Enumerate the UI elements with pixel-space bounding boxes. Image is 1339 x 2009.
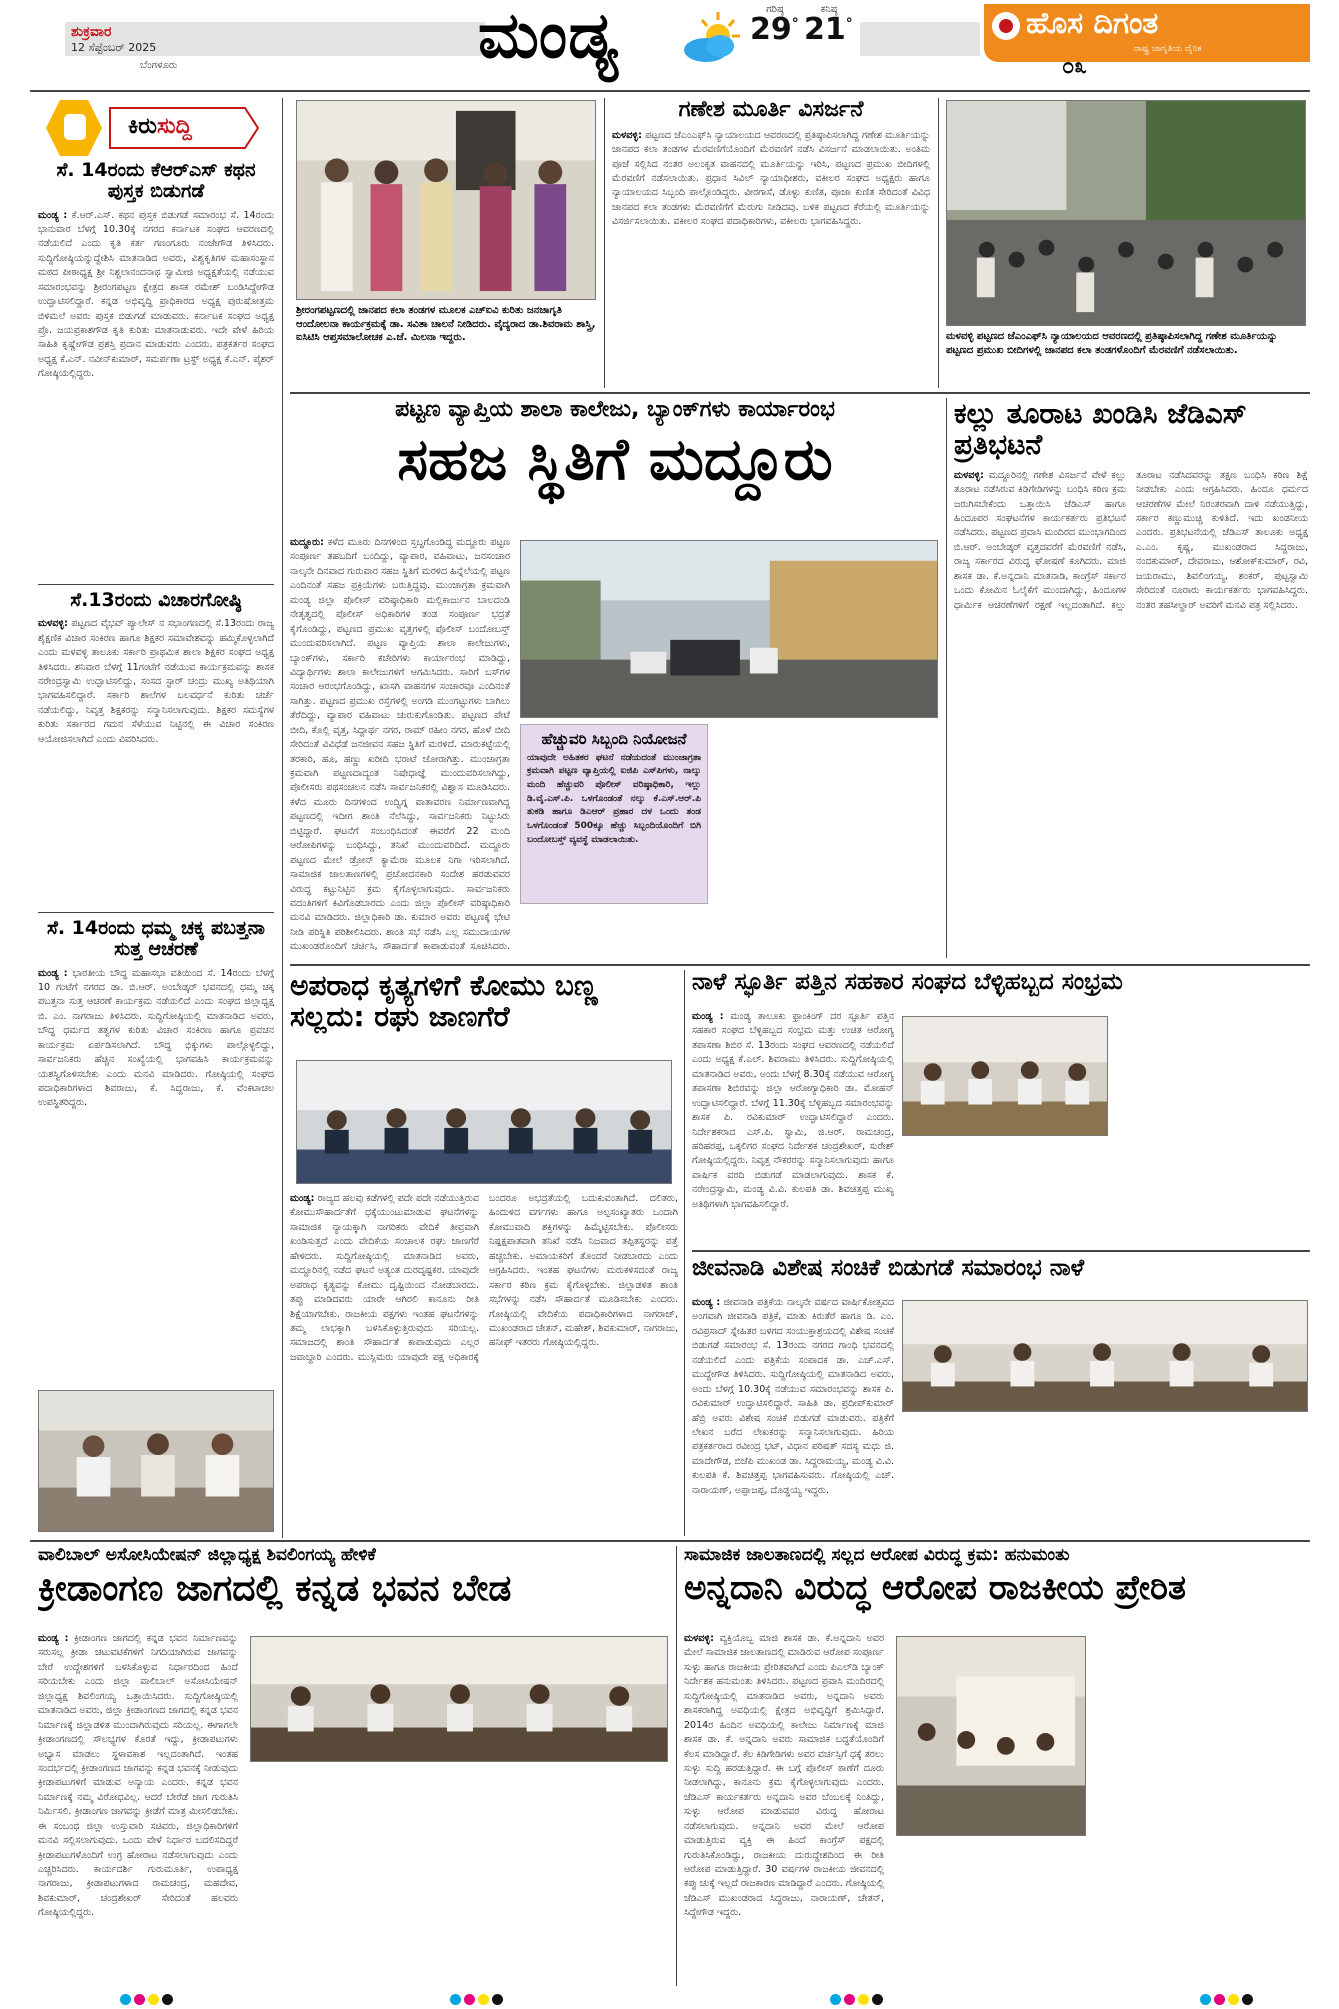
crime-dateline: ಮಂಡ್ಯ: (290, 1193, 315, 1204)
sphoorthi-dateline: ಮಂಡ್ಯ : (692, 1011, 724, 1022)
stone-dateline: ಮಳವಳ್ಳಿ: (954, 469, 984, 481)
paper-name: ಹೊಸ ದಿಗಂತ (1026, 6, 1159, 41)
crime-photo (296, 1060, 672, 1184)
masthead-band (860, 22, 980, 56)
top-photo-1-caption: ಶ್ರೀರಂಗಪಟ್ಟಣದಲ್ಲಿ ಜಾನಪದ ಕಲಾ ತಂಡಗಳ ಮೂಲಕ ಎಚ್‌ಐವಿ ಕುರಿತು ಜನಜಾಗೃತಿ ಆಂದೋಲನಾ ಕಾರ್ಯಕ್ರಮಕ್ಕೆ ಡಾ. ಸವಿತಾ ಚಾಲನೆ ನೀಡಿದರು. ವೈದ್ಯರಾದ ಡಾ.ಶಿವರಾಮ ಶಾಸ್ತ್ರಿ, ಐಸಿಟಿಸಿ ಆಪ್ತಸಮಾಲೋಚಕ ಎ.ಜೆ. ಮಿಲನಾ ಇದ್ದರು. (296, 305, 596, 343)
masthead-date: 12 ಸೆಪ್ಟೆಂಬರ್ 2025 (71, 41, 157, 54)
ganesha-body: ಪಟ್ಟಣದ ಜೆಎಂಎಫ್‌ಸಿ ನ್ಯಾಯಾಲಯದ ಆವರಣದಲ್ಲಿ ಪ್ರತಿಷ್ಠಾಪಿಸಲಾಗಿದ್ದ ಗಣೇಶ ಮೂರ್ತಿಯನ್ನು ಜಾನಪದ ಕಲಾ ತಂಡಗಳ ಮೆರವಣಿಗೆಯೊಂದಿಗೆ ಮೆರವಣಿಗೆ ನಡೆಸಿ ವಿಸರ್ಜನೆ ಮಾಡಲಾಯಿತು. ಅಂತಿಮ ಪೂಜೆ ಸಲ್ಲಿಸಿದ ನಂತರ ಅಲಂಕೃತ ವಾಹನದಲ್ಲಿ ಮೂರ್ತಿಯನ್ನು ಇರಿಸಿ, ಪಟ್ಟಣದ ಪ್ರಮುಖ ಬೀದಿಗಳಲ್ಲಿ ಮೆರವಣಿಗೆ ನಡೆಸಲಾಯಿತು. ಪ್ರಧಾನ ಸಿವಿಲ್ ನ್ಯಾಯಾಧೀಶರು, ವಕೀಲರ ಸಂಘದ ಅಧ್ಯಕ್ಷರು ಹಾಗೂ ನ್ಯಾಯಾಲಯದ ಸಿಬ್ಬಂದಿ ಪಾಲ್ಗೊಂಡಿದ್ದರು. ವೀರಗಾಸೆ, ಡೊಳ್ಳು ಕುಣಿತ, ಪೂಜಾ ಕುಣಿತ ಸೇರಿದಂತೆ ವಿವಿಧ ಜಾನಪದ ಕಲಾ ತಂಡಗಳು ಮೆರವಣಿಗೆಗೆ ಮೆರುಗು ನೀಡಿದವು. ಬಳಿಕ ಪಟ್ಟಣದ ಕೆರೆಯಲ್ಲಿ ಮೂರ್ತಿಯನ್ನು ವಿಸರ್ಜಿಸಲಾಯಿತು. ವಕೀಲರ ಸಂಘದ ಪದಾಧಿಕಾರಿಗಳು, ವಕೀಲರು ಭಾಗವಹಿಸಿದ್ದರು. (612, 129, 930, 228)
ganesha-dateline: ಮಳವಳ್ಳಿ: (612, 129, 642, 141)
top-photo-2 (946, 100, 1306, 326)
print-marks-1 (120, 1994, 173, 2005)
kirusuddi-icon (64, 114, 86, 140)
masthead (0, 0, 1339, 92)
date-box (65, 22, 485, 56)
annadani-body: ವ್ಯಕ್ತಿಯೊಬ್ಬ ಮಾಜಿ ಶಾಸಕ ಡಾ. ಕೆ.ಅನ್ನದಾನಿ ಅವರ ಮೇಲೆ ಸಾಮಾಜಿಕ ಜಾಲತಾಣದಲ್ಲಿ ಮಾಡಿರುವ ಆರೋಪ ಸಂಪೂರ್ಣ ಸುಳ್ಳು ಹಾಗೂ ರಾಜಕೀಯ ಪ್ರೇರಿತವಾಗಿದೆ ಎಂದು ಪಿಎಲ್‌ಡಿ ಬ್ಯಾಂಕ್ ನಿರ್ದೇಶಕ ಹನುಮಂತು ತಿಳಿಸಿದರು. ಪಟ್ಟಣದ ಪ್ರವಾಸಿ ಮಂದಿರದಲ್ಲಿ ಸುದ್ದಿಗೋಷ್ಠಿಯಲ್ಲಿ ಮಾತನಾಡಿದ ಅವರು, ಅನ್ನದಾನಿ ಅವರು ಶಾಸಕರಾಗಿದ್ದ ಅವಧಿಯಲ್ಲಿ ಕ್ಷೇತ್ರದ ಅಭಿವೃದ್ಧಿಗೆ ಶ್ರಮಿಸಿದ್ದಾರೆ. 2014ರ ಹಿಂದಿನ ಅವಧಿಯಲ್ಲಿ ಕಾಲೇಜು ನಿರ್ಮಾಣಕ್ಕೆ ಮಾಜಿ ಶಾಸಕ ಡಾ. ಕೆ. ಅನ್ನದಾನಿ ಅವರು ಸಾಮಾಜಿಕ ಬದ್ಧತೆಯೊಂದಿಗೆ ಕೆಲಸ ಮಾಡಿದ್ದಾರೆ. ಕೆಲ ಕಿಡಿಗೇಡಿಗಳು ಅವರ ವರ್ಚಸ್ಸಿಗೆ ಧಕ್ಕೆ ತರಲು ಸುಳ್ಳು ಸುದ್ದಿ ಹರಡುತ್ತಿದ್ದಾರೆ. ಈ ಬಗ್ಗೆ ಪೊಲೀಸ್ ಠಾಣೆಗೆ ದೂರು ನೀಡಲಾಗಿದ್ದು, ಕಾನೂನು ಕ್ರಮ ಕೈಗೊಳ್ಳಲಾಗುವುದು ಎಂದರು. ಜೆಡಿಎಸ್ ಕಾರ್ಯಕರ್ತರು ಅನ್ನದಾನಿ ಅವರ ಬೆಂಬಲಕ್ಕೆ ನಿಂತಿದ್ದು, ಸುಳ್ಳು ಆರೋಪ ಮಾಡುವವರ ವಿರುದ್ಧ ಹೋರಾಟ ನಡೆಸಲಾಗುವುದು. ಅನ್ನದಾನಿ ಅವರ ಮೇಲೆ ಆರೋಪ ಮಾಡುತ್ತಿರುವ ವ್ಯಕ್ತಿ ಈ ಹಿಂದೆ ಕಾಂಗ್ರೆಸ್ ಪಕ್ಷದಲ್ಲಿ ಗುರುತಿಸಿಕೊಂಡಿದ್ದು, ರಾಜಕೀಯ ದುರುದ್ದೇಶದಿಂದ ಈ ರೀತಿ ಆರೋಪ ಮಾಡುತ್ತಿದ್ದಾರೆ. 30 ವರ್ಷಗಳ ರಾಜಕೀಯ ಜೀವನದಲ್ಲಿ ಕಪ್ಪು ಚುಕ್ಕೆ ಇಲ್ಲದೆ ರಾಜಕಾರಣ ಮಾಡಿದ್ದಾರೆ ಎಂದರು. ಗೋಷ್ಠಿಯಲ್ಲಿ ಜೆಡಿಎಸ್ ಮುಖಂಡರಾದ ಸಿದ್ದರಾಜು, ನಾರಾಯಣ್, ಚೇತನ್, ಸಿದ್ದೇಗೌಡ ಇದ್ದರು. (684, 1633, 884, 1919)
annadani-photo (896, 1636, 1086, 1836)
left-story-2 (38, 590, 274, 906)
weather-min-value: 21 (804, 12, 846, 47)
sphoorthi-story (692, 970, 1310, 1246)
left-story-3-title: ಸೆ. 14ರಂದು ಧಮ್ಮ ಚಕ್ಕ ಪಬತ್ತನಾ ಸುತ್ತ ಆಚರಣೆ (46, 918, 265, 961)
page-title: ಮಂಡ್ಯ (478, 0, 619, 73)
lead-title: ಸಹಜ ಸ್ಥಿತಿಗೆ ಮದ್ದೂರು (397, 424, 833, 493)
kirusuddi-label-a: ಕಿರು (128, 114, 157, 139)
stone-story (954, 398, 1308, 958)
top-photo-1 (296, 100, 596, 300)
kirusuddi-label-b: ಸುದ್ದಿ (156, 114, 192, 139)
crime-story (290, 970, 678, 1536)
magenta-dot (134, 1994, 145, 2005)
lead-dateline: ಮದ್ದೂರು: (290, 537, 324, 548)
sphoorthi-photo (902, 1016, 1108, 1136)
left-story-3-dateline: ಮಂಡ್ಯ : (38, 967, 68, 979)
black-dot (162, 1994, 173, 2005)
lead-body: ಕಳೆದ ಮೂರು ದಿನಗಳಿಂದ ಸ್ತಬ್ಧಗೊಂಡಿದ್ದ ಮದ್ದೂರು ಪಟ್ಟಣ ಸಂಪೂರ್ಣ ತಹಬದಿಗೆ ಬಂದಿದ್ದು, ವ್ಯಾಪಾರ, ವಹಿವಾಟು, ಜನಸಂಚಾರ ನಾಲ್ಕನೇ ದಿನವಾದ ಗುರುವಾರ ಸಹಜ ಸ್ಥಿತಿಗೆ ಮರಳಿದ ಹಿನ್ನೆಲೆಯಲ್ಲಿ ಪಟ್ಟಣ ಎಂದಿನಂತೆ ಸಹಜ ಪ್ರಕ್ರಿಯೆಗಳು ಬರುತ್ತಿದ್ದವು. ಮುಂಜಾಗ್ರತಾ ಕ್ರಮವಾಗಿ ಮಂಡ್ಯ ಜಿಲ್ಲಾ ಪೊಲೀಸ್ ವರಿಷ್ಠಾಧಿಕಾರಿ ಮಲ್ಲಿಕಾರ್ಜುನ ಬಾಲದಂಡಿ ನೇತೃತ್ವದಲ್ಲಿ ಪೊಲೀಸ್ ಅಧಿಕಾರಿಗಳ ತಂಡ ಸಂಪೂರ್ಣ ಭದ್ರತೆ ಕೈಗೊಂಡಿದ್ದು, ಪಟ್ಟಣದ ಪ್ರಮುಖ ವೃತ್ತಗಳಲ್ಲಿ ಪೊಲೀಸ್ ಬಂದೋಬಸ್ತ್ ಮುಂದುವರಿಸಲಾಗಿದೆ. ಪಟ್ಟಣ ವ್ಯಾಪ್ತಿಯ ಶಾಲಾ ಕಾಲೇಜುಗಳು, ಬ್ಯಾಂಕ್‌ಗಳು, ಸರ್ಕಾರಿ ಕಚೇರಿಗಳು ಕಾರ್ಯಾರಂಭ ಮಾಡಿದ್ದು, ವಿದ್ಯಾರ್ಥಿಗಳು ಶಾಲಾ ಕಾಲೇಜುಗಳಿಗೆ ಆಗಮಿಸಿದರು. ಸಾರಿಗೆ ಬಸ್‌ಗಳ ಸಂಚಾರ ಆರಂಭಗೊಂಡಿದ್ದು, ಖಾಸಗಿ ವಾಹನಗಳ ಸಂಚಾರವೂ ಎಂದಿನಂತೆ ಸಾಗಿತ್ತು. ಪಟ್ಟಣದ ಪ್ರಮುಖ ರಸ್ತೆಗಳಲ್ಲಿ ಅಂಗಡಿ ಮುಂಗಟ್ಟುಗಳು ಬಾಗಿಲು ತೆರೆದಿದ್ದು, ವ್ಯಾಪಾರ ವಹಿವಾಟು ಚುರುಕುಗೊಂಡಿತು. ಪಟ್ಟಣದ ಪೇಟೆ ಬೀದಿ, ಕೊಲ್ಲಿ ವೃತ್ತ, ಸಿದ್ದಾರ್ಥ ನಗರ, ರಾಮ್ ರಹೀಂ ನಗರ, ಹೊಳೆ ಬೀದಿ ಸೇರಿದಂತೆ ವಿವಿಧೆಡೆ ಜನಜೀವನ ಸಹಜ ಸ್ಥಿತಿಗೆ ಮರಳಿದೆ. ಮಾರುಕಟ್ಟೆಯಲ್ಲಿ ತರಕಾರಿ, ಹೂ, ಹಣ್ಣು ಖರೀದಿ ಭರಾಟೆ ಜೋರಾಗಿತ್ತು. ಮುಂಜಾಗ್ರತಾ ಕ್ರಮವಾಗಿ ಪಟ್ಟಣದಾದ್ಯಂತ ನಿಷೇಧಾಜ್ಞೆ ಮುಂದುವರಿಸಲಾಗಿದ್ದು, ಪೊಲೀಸರು ಪಥಸಂಚಲನ ನಡೆಸಿ ಸಾರ್ವಜನಿಕರಲ್ಲಿ ವಿಶ್ವಾಸ ಮೂಡಿಸಿದರು. ಕಳೆದ ಮೂರು ದಿನಗಳಿಂದ ಉದ್ವಿಗ್ನ ವಾತಾವರಣ ನಿರ್ಮಾಣವಾಗಿದ್ದ ಪಟ್ಟಣದಲ್ಲಿ ಇದೀಗ ಶಾಂತಿ ನೆಲೆಸಿದ್ದು, ಸಾರ್ವಜನಿಕರು ನಿಟ್ಟುಸಿರು ಬಿಟ್ಟಿದ್ದಾರೆ. ಘಟನೆಗೆ ಸಂಬಂಧಿಸಿದಂತೆ ಈವರೆಗೆ 22 ಮಂದಿ ಆರೋಪಿಗಳನ್ನು ಬಂಧಿಸಿದ್ದು, ತನಿಖೆ ಮುಂದುವರಿದಿದೆ. ಮದ್ದೂರು ಪಟ್ಟಣದ ಮೇಲೆ ಡ್ರೋನ್ ಕ್ಯಾಮೆರಾ ಮೂಲಕ ನಿಗಾ ಇರಿಸಲಾಗಿದೆ. ಸಾಮಾಜಿಕ ಜಾಲತಾಣಗಳಲ್ಲಿ ಪ್ರಚೋದನಕಾರಿ ಸಂದೇಶ ಹರಡುವವರ ವಿರುದ್ಧ ಕಟ್ಟುನಿಟ್ಟಿನ ಕ್ರಮ ಕೈಗೊಳ್ಳಲಾಗುವುದು. ಸಾರ್ವಜನಿಕರು ವದಂತಿಗಳಿಗೆ ಕಿವಿಗೊಡಬಾರದು ಎಂದು ಜಿಲ್ಲಾ ಪೊಲೀಸ್ ವರಿಷ್ಠಾಧಿಕಾರಿ ಮನವಿ ಮಾಡಿದರು. ಜಿಲ್ಲಾಧಿಕಾರಿ ಡಾ. ಕುಮಾರ ಅವರು ಪಟ್ಟಣಕ್ಕೆ ಭೇಟಿ ನೀಡಿ ಪರಿಸ್ಥಿತಿ ಪರಿಶೀಲಿಸಿದರು. ಶಾಂತಿ ಸಭೆ ನಡೆಸಿ ಎಲ್ಲ ಸಮುದಾಯಗಳ ಮುಖಂಡರೊಂದಿಗೆ ಚರ್ಚಿಸಿ, ಸೌಹಾರ್ದತೆ ಕಾಪಾಡುವಂತೆ ಸೂಚಿಸಿದರು. (290, 537, 510, 953)
lead-photo (520, 540, 938, 718)
ganesha-story (612, 98, 930, 388)
volleyball-title: ಕ್ರೀಡಾಂಗಣ ಜಾಗದಲ್ಲಿ ಕನ್ನಡ ಭವನ ಬೇಡ (38, 1568, 512, 1610)
annadani-title: ಅನ್ನದಾನಿ ವಿರುದ್ಧ ಆರೋಪ ರಾಜಕೀಯ ಪ್ರೇರಿತ (684, 1568, 1186, 1609)
weather-max: ಗರಿಷ್ಠ 29° (750, 4, 799, 47)
annadani-kicker: ಸಾಮಾಜಿಕ ಜಾಲತಾಣದಲ್ಲಿ ಸಲ್ಲದ ಆರೋಪ ವಿರುದ್ಧ ಕ್ರಮ: ಹನುಮಂತು (684, 1546, 1070, 1565)
jeevanadi-story (692, 1256, 1310, 1536)
left-story-2-title: ಸೆ.13ರಂದು ವಿಚಾರಗೋಷ್ಠಿ (70, 590, 242, 611)
left-story-2-dateline: ಮಳವಳ್ಳಿ: (38, 618, 68, 630)
left-story-1 (38, 160, 274, 580)
left-story-1-title: ಸೆ. 14ರಂದು ಕೆಆರ್‌ಎಸ್ ಕಥನ ಪುಸ್ತಕ ಬಿಡುಗಡೆ (56, 160, 256, 203)
lead-sidebox-body: ಯಾವುದೇ ಅಹಿತಕರ ಘಟನೆ ನಡೆಯದಂತೆ ಮುಂಜಾಗ್ರತಾ ಕ್ರಮವಾಗಿ ಪಟ್ಟಣ ವ್ಯಾಪ್ತಿಯಲ್ಲಿ ಐಜಿಪಿ ಎಸ್‌ಪಿಗಳು, ನಾಲ್ಕು ಮಂದಿ ಹೆಚ್ಚುವರಿ ಪೊಲೀಸ್ ವರಿಷ್ಠಾಧಿಕಾರಿ, ಇಲ್ಲು ಡಿ.ವೈ.ಎಸ್.ಪಿ. ಒಳಗೊಂಡಂತೆ ನಲ್ಕು ಕೆ.ಎಸ್.ಆರ್.ಪಿ ತುಕಡಿ ಹಾಗೂ ಡಿಎಆರ್ ಪ್ರಹಾರ ದಳ ಒಂದು ತಂಡ ಒಳಗೊಂಡಂತೆ 500ಕ್ಕೂ ಹೆಚ್ಚು ಸಿಬ್ಬಂದಿಯೊಂದಿಗೆ ಬಿಗಿ ಬಂದೋಬಸ್ತ್ ವ್ಯವಸ್ಥೆ ಮಾಡಲಾಯಿತು. (527, 752, 701, 845)
sphoorthi-title: ನಾಳೆ ಸ್ಫೂರ್ತಿ ಪತ್ತಿನ ಸಹಕಾರ ಸಂಘದ ಬೆಳ್ಳಿಹಬ್ಬದ ಸಂಭ್ರಮ (692, 970, 1123, 995)
print-marks-3 (830, 1994, 883, 2005)
left-story-1-body: ಕೆ.ಆರ್.ಎಸ್. ಕಥನ ಪುಸ್ತಕ ಬಿಡುಗಡೆ ಸಮಾರಂಭ ಸೆ. 14ರಂದು ಭಾನುವಾರ ಬೆಳಗ್ಗೆ 10.30ಕ್ಕೆ ನಗರದ ಕರ್ನಾಟಕ ಸಂಘದ ಆವರಣದಲ್ಲಿ ನಡೆಯಲಿದೆ ಎಂದು ಕೃತಿ ಕರ್ತ ಗಣಂಗೂರು ನಂಜೇಗೌಡ ತಿಳಿಸಿದರು. ಸುದ್ದಿಗೋಷ್ಠಿಯನ್ನುದ್ದೇಶಿಸಿ ಮಾತನಾಡಿದ ಅವರು, ವಿಶ್ವಕೃತಿಗಳ ಮಹಾಸಂಸ್ಥಾನ ಮಠದ ಪೀಠಾಧ್ಯಕ್ಷ ಶ್ರೀ ನಿಶ್ಚಲಾನಂದನಾಥ ಸ್ವಾಮೀಜಿ ಅಧ್ಯಕ್ಷತೆಯಲ್ಲಿ ನಡೆಯುವ ಸಮಾರಂಭವನ್ನು ಶ್ರೀರಂಗಪಟ್ಟಣ ಕ್ಷೇತ್ರದ ಶಾಸಕ ರಮೇಶ್ ಬಂಡಿಸಿದ್ದೇಗೌಡ ಉದ್ಘಾಟಿಸಲಿದ್ದಾರೆ. ಕನ್ನಡ ಅಭಿವೃದ್ಧಿ ಪ್ರಾಧಿಕಾರದ ಅಧ್ಯಕ್ಷ ಪುರುಷೋತ್ತಮ ಬಿಳಿಮಲೆ ಅವರು ಪುಸ್ತಕ ಬಿಡುಗಡೆ ಮಾಡುವರು. ಕರ್ನಾಟಕ ಸಂಘದ ಅಧ್ಯಕ್ಷ ಪ್ರೊ. ಜಯಪ್ರಕಾಶಗೌಡ ಕೃತಿ ಕುರಿತು ಮಾತನಾಡುವರು. ಇದೇ ವೇಳೆ ಹಿರಿಯ ಸಾಹಿತಿ ಕೃಷ್ಣೇಗೌಡ ಪ್ರಶಸ್ತಿ ಪ್ರದಾನ ಮಾಡುವರು ಎಂದರು. ಪತ್ರಕರ್ತರ ಸಂಘದ ಅಧ್ಯಕ್ಷ ಕೆ.ಎನ್. ನವೀನ್‌ಕುಮಾರ್, ಸಮರ್ಪಣಾ ಟ್ರಸ್ಟ್ ಅಧ್ಯಕ್ಷ ಕೆ.ಎನ್. ಪೈಶರ್ ಗೋಷ್ಠಿಯಲ್ಲಿದ್ದರು. (38, 209, 274, 380)
left-story-1-dateline: ಮಂಡ್ಯ : (38, 209, 68, 221)
sphoorthi-body: ಮಂಡ್ಯ ತಾಲೂಕು ಫ್ರಾಂಕಿಂಗ್ ದರ ಸ್ಫೂರ್ತಿ ಪತ್ತಿನ ಸಹಕಾರ ಸಂಘದ ಬೆಳ್ಳಿಹಬ್ಬದ ಸಂಭ್ರಮ ಮತ್ತು ಉಚಿತ ಆರೋಗ್ಯ ತಪಾಸಣಾ ಶಿಬಿರ ಸೆ. 13ರಂದು ಸಂಘದ ಆವರಣದಲ್ಲಿ ನಡೆಯಲಿದೆ ಎಂದು ಅಧ್ಯಕ್ಷ ಕೆ.ಎಲ್. ಶಿವರಾಮು ತಿಳಿಸಿದರು. ಸುದ್ದಿಗೋಷ್ಠಿಯಲ್ಲಿ ಮಾತನಾಡಿದ ಅವರು, ಅಂದು ಬೆಳಗ್ಗೆ 8.30ಕ್ಕೆ ನಡೆಯುವ ಆರೋಗ್ಯ ತಪಾಸಣಾ ಶಿಬಿರವನ್ನು ಜಿಲ್ಲಾ ಆರೋಗ್ಯಾಧಿಕಾರಿ ಡಾ. ಮೋಹನ್ ಉದ್ಘಾಟಿಸಲಿದ್ದಾರೆ. ಬೆಳಗ್ಗೆ 11.30ಕ್ಕೆ ಬೆಳ್ಳಿಹಬ್ಬದ ಸಮಾರಂಭವನ್ನು ಶಾಸಕ ಪಿ. ರವಿಕುಮಾರ್ ಉದ್ಘಾಟಿಸಲಿದ್ದಾರೆ ಎಂದರು. ನಿರ್ದೇಶಕರಾದ ಎಸ್.ಪಿ. ಸ್ವಾಮಿ, ಜಿ.ಆರ್. ರಾಮಚಂದ್ರ, ಹರಿಹರಪ್ಪ, ಒಕ್ಕಲಿಗರ ಸಂಘದ ನಿರ್ದೇಶಕ ಚಂದ್ರಶೇಖರ್, ಸುರೇಶ್ ಗೋಷ್ಠಿಯಲ್ಲಿದ್ದರು. ನಿವೃತ್ತ ನೌಕರರನ್ನು ಸನ್ಮಾನಿಸಲಾಗುವುದು ಹಾಗೂ ವಾರ್ಷಿಕ ವರದಿ ಬಿಡುಗಡೆ ಮಾಡಲಾಗುವುದು. ಶಾಸಕ ಕೆ. ನರೇಂದ್ರಸ್ವಾಮಿ, ಮಂಡ್ಯ ವಿ.ವಿ. ಕುಲಪತಿ ಡಾ. ಶಿವಚಿತ್ತಪ್ಪ ಮುಖ್ಯ ಅತಿಥಿಗಳಾಗಿ ಭಾಗವಹಿಸಲಿದ್ದಾರೆ. (692, 1011, 894, 1210)
jeevanadi-photo (902, 1300, 1308, 1412)
weather-min: ಕನಿಷ್ಠ 21° (804, 4, 853, 47)
stone-body: ಮದ್ದೂರಿನಲ್ಲಿ ಗಣೇಶ ವಿಸರ್ಜನೆ ವೇಳೆ ಕಲ್ಲು ತೂರಾಟ ನಡೆಸಿರುವ ಕಿಡಿಗೇಡಿಗಳನ್ನು ಬಂಧಿಸಿ ಕಠಿಣ ಕ್ರಮ ಜರುಗಿಸಬೇಕೆಂದು ಒತ್ತಾಯಿಸಿ ಜೆಡಿಎಸ್ ಹಾಗೂ ಹಿಂದೂಪರ ಸಂಘಟನೆಗಳ ಕಾರ್ಯಕರ್ತರು ಪ್ರತಿಭಟನೆ ನಡೆಸಿದರು. ಪಟ್ಟಣದ ಪ್ರವಾಸಿ ಮಂದಿರದ ಮುಂಭಾಗದಿಂದ ಬಿ.ಆರ್. ಅಂಬೇಡ್ಕರ್ ವೃತ್ತದವರೆಗೆ ಮೆರವಣಿಗೆ ನಡೆಸಿ, ರಾಜ್ಯ ಸರ್ಕಾರದ ವಿರುದ್ಧ ಘೋಷಣೆ ಕೂಗಿದರು. ಮಾಜಿ ಶಾಸಕ ಡಾ. ಕೆ.ಅನ್ನದಾನಿ ಮಾತನಾಡಿ, ಕಾಂಗ್ರೆಸ್ ಸರ್ಕಾರ ಒಂದು ಕೋಮಿನ ಓಲೈಕೆಗೆ ಮುಂದಾಗಿದ್ದು, ಹಿಂದೂಗಳ ಧಾರ್ಮಿಕ ಆಚರಣೆಗಳಿಗೆ ರಕ್ಷಣೆ ಇಲ್ಲದಂತಾಗಿದೆ. ಕಲ್ಲು ತೂರಾಟ ನಡೆಸಿದವರನ್ನು ತಕ್ಷಣ ಬಂಧಿಸಿ ಕಠಿಣ ಶಿಕ್ಷೆ ನೀಡಬೇಕು ಎಂದು ಆಗ್ರಹಿಸಿದರು. ಹಿಂದೂ ಧರ್ಮದ ಆಚರಣೆಗಳ ಮೇಲೆ ನಿರಂತರವಾಗಿ ದಾಳಿ ನಡೆಯುತ್ತಿದ್ದು, ಸರ್ಕಾರ ಕಣ್ಣುಮುಚ್ಚಿ ಕುಳಿತಿದೆ. ಇದು ಖಂಡನೀಯ ಎಂದರು. ಪ್ರತಿಭಟನೆಯಲ್ಲಿ ಜೆಡಿಎಸ್ ತಾಲೂಕು ಅಧ್ಯಕ್ಷ ಎ.ಎಂ. ಕೃಷ್ಣ, ಮುಖಂಡರಾದ ಸಿದ್ದರಾಜು, ನಂದಕುಮಾರ್, ದೇವರಾಜು, ಆಶೋಕ್‌ಕುಮಾರ್, ರವಿ, ಜಯರಾಮು, ಶಿವಲಿಂಗಯ್ಯ, ಶಂಕರ್, ಪುಟ್ಟಸ್ವಾಮಿ ಸೇರಿದಂತೆ ನೂರಾರು ಕಾರ್ಯಕರ್ತರು ಭಾಗವಹಿಸಿದ್ದರು. ನಂತರ ತಹಸೀಲ್ದಾರ್ ಅವರಿಗೆ ಮನವಿ ಪತ್ರ ಸಲ್ಲಿಸಿದರು. (954, 469, 1308, 611)
masthead-city: ಬೆಂಗಳೂರು (140, 60, 178, 71)
print-marks-2 (450, 1994, 503, 2005)
jeevanadi-title: ಜೀವನಾಡಿ ವಿಶೇಷ ಸಂಚಿಕೆ ಬಿಡುಗಡೆ ಸಮಾರಂಭ ನಾಳೆ (692, 1256, 1085, 1281)
volleyball-story (38, 1546, 670, 1986)
weather-max-value: 29 (750, 12, 792, 47)
lead-kicker: ಪಟ್ಟಣ ವ್ಯಾಪ್ತಿಯ ಶಾಲಾ ಕಾಲೇಜು, ಬ್ಯಾಂಕ್‌ಗಳು ಕಾರ್ಯಾರಂಭ (395, 398, 835, 422)
lead-sidebox (520, 724, 708, 904)
kirusuddi-badge (40, 98, 270, 158)
annadani-story (684, 1546, 1308, 1986)
volleyball-kicker: ವಾಲಿಬಾಲ್ ಅಸೋಸಿಯೇಷನ್ ಜಿಲ್ಲಾಧ್ಯಕ್ಷ ಶಿವಲಿಂಗಯ್ಯ ಹೇಳಿಕೆ (38, 1546, 376, 1565)
stone-title: ಕಲ್ಲು ತೂರಾಟ ಖಂಡಿಸಿ ಜೆಡಿಎಸ್ ಪ್ರತಿಭಟನೆ (954, 398, 1247, 462)
top-photo-2-caption: ಮಳವಳ್ಳಿ ಪಟ್ಟಣದ ಜೆಎಂಎಫ್‌ಸಿ ನ್ಯಾಯಾಲಯದ ಆವರಣದಲ್ಲಿ ಪ್ರತಿಷ್ಠಾಪಿಸಲಾಗಿದ್ದ ಗಣೇಶ ಮೂರ್ತಿಯನ್ನು ಪಟ್ಟಣದ ಪ್ರಮುಖ ಬೀದಿಗಳಲ್ಲಿ ಜಾನಪದ ಕಲಾ ತಂಡಗಳೊಂದಿಗೆ ಮೆರವಣಿಗೆ ನಡೆಸಲಾಯಿತು. (946, 331, 1278, 356)
sun-logo-icon (992, 12, 1020, 40)
print-marks-4 (1200, 1994, 1253, 2005)
volleyball-body: ಕ್ರೀಡಾಂಗಣ ಜಾಗದಲ್ಲಿ ಕನ್ನಡ ಭವನ ನಿರ್ಮಾಣವನ್ನು ಸರುಸಲ್ಲ ಕ್ರೀಡಾ ಚಟುವಟಿಕೆಗಳಿಗೆ ನಿಗದಿಯಾಗಿರುವ ಜಾಗವನ್ನು ಬೇರೆ ಉದ್ದೇಶಗಳಿಗೆ ಬಳಸಿಕೊಳ್ಳುವ ನಿರ್ಧಾರದಿಂದ ಹಿಂದೆ ಸರಿಯಬೇಕು ಎಂದು ಜಿಲ್ಲಾ ವಾಲಿಬಾಲ್ ಅಸೋಸಿಯೇಷನ್ ಜಿಲ್ಲಾಧ್ಯಕ್ಷ ಶಿವಲಿಂಗಯ್ಯ ಒತ್ತಾಯಿಸಿದರು. ಸುದ್ದಿಗೋಷ್ಠಿಯಲ್ಲಿ ಮಾತನಾಡಿದ ಅವರು, ಜಿಲ್ಲಾ ಕ್ರೀಡಾಂಗಣದ ಜಾಗದಲ್ಲಿ ಕನ್ನಡ ಭವನ ನಿರ್ಮಾಣಕ್ಕೆ ಜಿಲ್ಲಾಡಳಿತ ಮುಂದಾಗಿರುವುದು ಸರಿಯಲ್ಲ. ಈಗಾಗಲೇ ಕ್ರೀಡಾಂಗಣದಲ್ಲಿ ಸೌಲಭ್ಯಗಳ ಕೊರತೆ ಇದ್ದು, ಕ್ರೀಡಾಪಟುಗಳು ಅಭ್ಯಾಸ ಮಾಡಲು ಸ್ಥಳಾವಕಾಶ ಇಲ್ಲದಂತಾಗಿದೆ. ಇಂತಹ ಸಂದರ್ಭದಲ್ಲಿ ಕ್ರೀಡಾಂಗಣದ ಜಾಗವನ್ನು ಕನ್ನಡ ಭವನಕ್ಕೆ ನೀಡುವುದು ಕ್ರೀಡಾಪಟುಗಳಿಗೆ ಮಾಡುವ ಅನ್ಯಾಯ ಎಂದರು. ಕನ್ನಡ ಭವನ ನಿರ್ಮಾಣಕ್ಕೆ ನಮ್ಮ ವಿರೋಧವಿಲ್ಲ. ಆದರೆ ಬೇರೆಡೆ ಜಾಗ ಗುರುತಿಸಿ ನಿರ್ಮಿಸಲಿ. ಕ್ರೀಡಾಂಗಣ ಜಾಗವನ್ನು ಕ್ರೀಡೆಗೆ ಮಾತ್ರ ಮೀಸಲಿಡಬೇಕು. ಈ ಸಂಬಂಧ ಜಿಲ್ಲಾ ಉಸ್ತುವಾರಿ ಸಚಿವರು, ಜಿಲ್ಲಾಧಿಕಾರಿಗಳಿಗೆ ಮನವಿ ಸಲ್ಲಿಸಲಾಗುವುದು. ಒಂದು ವೇಳೆ ನಿರ್ಧಾರ ಬದಲಿಸದಿದ್ದರೆ ಕ್ರೀಡಾಪಟುಗಳೊಂದಿಗೆ ಉಗ್ರ ಹೋರಾಟ ನಡೆಸಲಾಗುವುದು ಎಂದು ಎಚ್ಚರಿಸಿದರು. ಕಾರ್ಯದರ್ಶಿ ಗುರುಮೂರ್ತಿ, ಉಪಾಧ್ಯಕ್ಷ ನಾಗರಾಜು, ಕ್ರೀಡಾಪಟುಗಳಾದ ರಾಮಚಂದ್ರ, ಮಹದೇವ, ಶಿವಕುಮಾರ್, ಚಂದ್ರಶೇಖರ್ ಸೇರಿದಂತೆ ಹಲವರು ಗೋಷ್ಠಿಯಲ್ಲಿದ್ದರು. (38, 1633, 238, 1919)
page-number: ೦೩ (1062, 54, 1087, 79)
masthead-day: ಶುಕ್ರವಾರ (71, 24, 112, 40)
lead-sidebox-title: ಹೆಚ್ಚುವರಿ ಸಿಬ್ಬಂದಿ ನಿಯೋಜನೆ (541, 730, 687, 748)
yellow-dot (148, 1994, 159, 2005)
cyan-dot (120, 1994, 131, 2005)
paper-logo (984, 4, 1310, 62)
crime-title: ಅಪರಾಧ ಕೃತ್ಯಗಳಿಗೆ ಕೋಮು ಬಣ್ಣ ಸಲ್ಲದು: ರಘು ಜಾಣಗೆರೆ (290, 970, 598, 1034)
annadani-dateline: ಮಳವಳ್ಳಿ: (684, 1633, 714, 1644)
jeevanadi-dateline: ಮಂಡ್ಯ : (692, 1297, 721, 1308)
volleyball-photo (250, 1636, 668, 1762)
crime-body: ರಾಜ್ಯದ ಹಲವು ಕಡೆಗಳಲ್ಲಿ ಪದೇ ಪದೇ ನಡೆಯುತ್ತಿರುವ ಕೋಮುಸೌಹಾರ್ದತೆಗೆ ಧಕ್ಕೆಯುಂಟುಮಾಡುವ ಘಟನೆಗಳನ್ನು ಸಾಮಾಜಿಕ ನ್ಯಾಯಕ್ಕಾಗಿ ನಾಗರಿಕರು ವೇದಿಕೆ ತೀವ್ರವಾಗಿ ಖಂಡಿಸುತ್ತದೆ ಎಂದು ವೇದಿಕೆಯ ಸಂಚಾಲಕ ರಘು ಜಾಣಗೆರೆ ಹೇಳಿದರು. ಸುದ್ದಿಗೋಷ್ಠಿಯಲ್ಲಿ ಮಾತನಾಡಿದ ಅವರು, ಮದ್ದೂರಿನಲ್ಲಿ ನಡೆದ ಘಟನೆ ಅತ್ಯಂತ ದುರದೃಷ್ಟಕರ. ಯಾವುದೇ ಅಪರಾಧ ಕೃತ್ಯವನ್ನು ಕೋಮು ದೃಷ್ಟಿಯಿಂದ ನೋಡಬಾರದು. ತಪ್ಪು ಮಾಡಿದವರು ಯಾರೇ ಆಗಿರಲಿ ಕಾನೂನು ರೀತಿ ಶಿಕ್ಷೆಯಾಗಬೇಕು. ರಾಜಕೀಯ ಪಕ್ಷಗಳು ಇಂತಹ ಘಟನೆಗಳನ್ನು ತಮ್ಮ ಲಾಭಕ್ಕಾಗಿ ಬಳಸಿಕೊಳ್ಳುತ್ತಿರುವುದು ಸರಿಯಲ್ಲ. ಸಮಾಜದಲ್ಲಿ ಶಾಂತಿ ಸೌಹಾರ್ದತೆ ಕಾಪಾಡುವುದು ಎಲ್ಲರ ಜವಾಬ್ದಾರಿ ಎಂದರು. ಮುಸ್ಲಿಮರು ಯಾವುದೇ ಪಕ್ಷ ಅಧಿಕಾರಕ್ಕೆ ಬಂದರೂ ಅಭದ್ರತೆಯಲ್ಲಿ ಬದುಕುವಂತಾಗಿದೆ. ದಲಿತರು, ಹಿಂದುಳಿದ ವರ್ಗಗಳು ಹಾಗೂ ಅಲ್ಪಸಂಖ್ಯಾತರು ಒಂದಾಗಿ ಕೋಮುವಾದಿ ಶಕ್ತಿಗಳನ್ನು ಹಿಮ್ಮೆಟ್ಟಿಸಬೇಕು. ಪೊಲೀಸರು ನಿಷ್ಪಕ್ಷಪಾತವಾಗಿ ತನಿಖೆ ನಡೆಸಿ ನಿಜವಾದ ತಪ್ಪಿತಸ್ಥರನ್ನು ಪತ್ತೆ ಹಚ್ಚಬೇಕು. ಅಮಾಯಕರಿಗೆ ತೊಂದರೆ ನೀಡಬಾರದು ಎಂದು ಆಗ್ರಹಿಸಿದರು. ಇಂತಹ ಘಟನೆಗಳು ಮರುಕಳಿಸದಂತೆ ರಾಜ್ಯ ಸರ್ಕಾರ ಕಠಿಣ ಕ್ರಮ ಕೈಗೊಳ್ಳಬೇಕು. ಜಿಲ್ಲಾಡಳಿತ ಶಾಂತಿ ಸಭೆಗಳನ್ನು ನಡೆಸಿ ಸೌಹಾರ್ದತೆ ಮೂಡಿಸಬೇಕು ಎಂದರು. ಗೋಷ್ಠಿಯಲ್ಲಿ ವೇದಿಕೆಯ ಪದಾಧಿಕಾರಿಗಳಾದ ನಾಗರಾಜ್, ಮುಖಂಡರಾದ ಚೇತನ್, ಮಹೇಶ್, ಶಿವಕುಮಾರ್, ನಾಗರಾಜು, ಹನೀಫ್ ಇತರರು ಗೋಷ್ಠಿಯಲ್ಲಿದ್ದರು. (290, 1193, 678, 1363)
lead-story (290, 398, 940, 958)
jeevanadi-body: ಜೀವನಾಡಿ ಪತ್ರಿಕೆಯ ನಾಲ್ಕನೇ ವರ್ಷದ ವಾರ್ಷಿಕೋತ್ಸವದ ಅಂಗವಾಗಿ ಜೀವನಾಡಿ ಪತ್ರಿಕೆ, ಮಾತು ಕಿರುತೆರೆ ಹಾಗೂ ಡಿ. ಎಂ. ರವಿಪ್ರಸಾದ್ ಸ್ನೇಹಿತರ ಬಳಗದ ಸಂಯುಕ್ತಾಶ್ರಯದಲ್ಲಿ ವಿಶೇಷ ಸಂಚಿಕೆ ಬಿಡುಗಡೆ ಸಮಾರಂಭ ಸೆ. 13ರಂದು ನಗರದ ಗಾಂಧಿ ಭವನದಲ್ಲಿ ನಡೆಯಲಿದೆ ಎಂದು ಪತ್ರಿಕೆಯ ಸಂಪಾದಕ ಡಾ. ಎಚ್.ಎಸ್. ಮುದ್ದೇಗೌಡ ತಿಳಿಸಿದರು. ಸುದ್ದಿಗೋಷ್ಠಿಯಲ್ಲಿ ಮಾತನಾಡಿದ ಅವರು, ಅಂದು ಬೆಳಗ್ಗೆ 10.30ಕ್ಕೆ ನಡೆಯುವ ಸಮಾರಂಭವನ್ನು ಶಾಸಕ ಪಿ. ರವಿಕುಮಾರ್ ಉದ್ಘಾಟಿಸಲಿದ್ದಾರೆ. ಸಾಹಿತಿ ಡಾ. ಪ್ರದೀಪ್‌ಕುಮಾರ್ ಹೆಬ್ರಿ ಅವರು ವಿಶೇಷ ಸಂಚಿಕೆ ಬಿಡುಗಡೆ ಮಾಡುವರು. ಪತ್ರಿಕೆಗೆ ಲೇಖನ ಬರೆದ ಲೇಖಕರನ್ನು ಸನ್ಮಾನಿಸಲಾಗುವುದು. ಹಿರಿಯ ಪತ್ರಕರ್ತರಾದ ರವೀಂದ್ರ ಭಟ್, ವಿಧಾನ ಪರಿಷತ್ ಸದಸ್ಯ ಮಧು ಜಿ. ಮಾದೇಗೌಡ, ಬಿಜೆಪಿ ಮುಖಂಡ ಡಾ. ಸಿದ್ದರಾಮಯ್ಯ, ಮಂಡ್ಯ ವಿ.ವಿ. ಕುಲಪತಿ ಕೆ. ಶಿವಚಿತ್ತಪ್ಪ ಭಾಗವಹಿಸುವರು. ಗೋಷ್ಠಿಯಲ್ಲಿ ಎಚ್. ನಾರಾಯಣ್, ಅಪ್ಪಾಜಪ್ಪ, ದೊಡ್ಡಯ್ಯ ಇದ್ದರು. (692, 1297, 894, 1496)
ganesha-title: ಗಣೇಶ ಮೂರ್ತಿ ವಿಸರ್ಜನೆ (678, 98, 864, 122)
weather-icon (676, 8, 746, 68)
paper-tagline: ರಾಷ್ಟ್ರ ಜಾಗೃತಿಯ ದೈನಿಕ (1134, 44, 1202, 54)
volleyball-dateline: ಮಂಡ್ಯ : (38, 1633, 69, 1644)
left-story-3-body: ಭಾರತೀಯ ಬೌದ್ಧ ಮಹಾಸಭಾ ವತಿಯಿಂದ ಸೆ. 14ರಂದು ಬೆಳಗ್ಗೆ 10 ಗಂಟೆಗೆ ನಗರದ ಡಾ. ಬಿ.ಆರ್. ಅಂಬೇಡ್ಕರ್ ಭವನದಲ್ಲಿ ಧಮ್ಮ ಚಕ್ಕ ಪಬತ್ತನಾ ಸುತ್ತ ಆಚರಣೆ ಕಾರ್ಯಕ್ರಮ ನಡೆಯಲಿದೆ ಎಂದು ಸಂಘದ ಜಿಲ್ಲಾಧ್ಯಕ್ಷ ಬಿ. ಎಂ. ನಾಗರಾಜು ತಿಳಿಸಿದರು. ಸುದ್ದಿಗೋಷ್ಠಿಯಲ್ಲಿ ಮಾತನಾಡಿದ ಅವರು, ಬೌದ್ಧ ಧರ್ಮದ ತತ್ವಗಳ ಕುರಿತು ವಿಚಾರ ಸಂಕಿರಣ ಹಾಗೂ ಪ್ರವಚನ ಕಾರ್ಯಕ್ರಮ ಏರ್ಪಡಿಸಲಾಗಿದೆ. ಬೌದ್ಧ ಭಿಕ್ಕುಗಳು ಪಾಲ್ಗೊಳ್ಳಲಿದ್ದು, ಸಾರ್ವಜನಿಕರು ಹೆಚ್ಚಿನ ಸಂಖ್ಯೆಯಲ್ಲಿ ಭಾಗವಹಿಸಿ ಕಾರ್ಯಕ್ರಮವನ್ನು ಯಶಸ್ವಿಗೊಳಿಸಬೇಕು ಎಂದು ಮನವಿ ಮಾಡಿದರು. ಗೋಷ್ಠಿಯಲ್ಲಿ ಸಂಘದ ಪದಾಧಿಕಾರಿಗಳಾದ ಶಿವರಾಜು, ಕೆ. ಸಿದ್ದರಾಜು, ಕೆ. ವೆಂಕಟಾಚಲ ಉಪಸ್ಥಿತರಿದ್ದರು. (38, 967, 274, 1109)
left-story-3 (38, 918, 274, 1386)
left-story-3-photo (38, 1390, 274, 1532)
left-story-2-body: ಪಟ್ಟಣದ ವೈಭವ್ ಪ್ಯಾಲೇಸ್ ನ ಸಭಾಂಗಣದಲ್ಲಿ ಸೆ.13ರಂದು ರಾಜ್ಯ ಶೈಕ್ಷಣಿಕ ವಿಚಾರ ಸಂಕಿರಣ ಹಾಗೂ ಶಿಕ್ಷಕರ ಸಮಾವೇಶವನ್ನು ಹಮ್ಮಿಕೊಳ್ಳಲಾಗಿದೆ ಎಂದು ಮಳವಳ್ಳಿ ತಾಲೂಕು ಸರ್ಕಾರಿ ಪ್ರಾಥಮಿಕ ಶಾಲಾ ಶಿಕ್ಷಕರ ಸಂಘದ ಅಧ್ಯಕ್ಷ ತಿಳಿಸಿದರು. ಶನಿವಾರ ಬೆಳಗ್ಗೆ 11ಗಂಟೆಗೆ ನಡೆಯುವ ಕಾರ್ಯಕ್ರಮವನ್ನು ಶಾಸಕ ನರೇಂದ್ರಸ್ವಾಮಿ ಉದ್ಘಾಟಿಸಲಿದ್ದು, ಸಂಸದ ಸ್ಟಾರ್ ಚಂದ್ರು ಮುಖ್ಯ ಅತಿಥಿಯಾಗಿ ಭಾಗವಹಿಸಲಿದ್ದಾರೆ. ಸರ್ಕಾರಿ ಶಾಲೆಗಳ ಬಲವರ್ಧನೆ ಕುರಿತು ಚರ್ಚೆ ನಡೆಯಲಿದ್ದು, ನಿವೃತ್ತ ಶಿಕ್ಷಕರನ್ನು ಸನ್ಮಾನಿಸಲಾಗುವುದು. ಶಿಕ್ಷಕರ ಸಮಸ್ಯೆಗಳ ಕುರಿತು ಸರ್ಕಾರದ ಗಮನ ಸೆಳೆಯುವ ನಿಟ್ಟಿನಲ್ಲಿ ಈ ವಿಚಾರ ಸಂಕಿರಣ ಆಯೋಜಿಸಲಾಗಿದೆ ಎಂದು ವಿವರಿಸಿದರು. (38, 618, 274, 745)
